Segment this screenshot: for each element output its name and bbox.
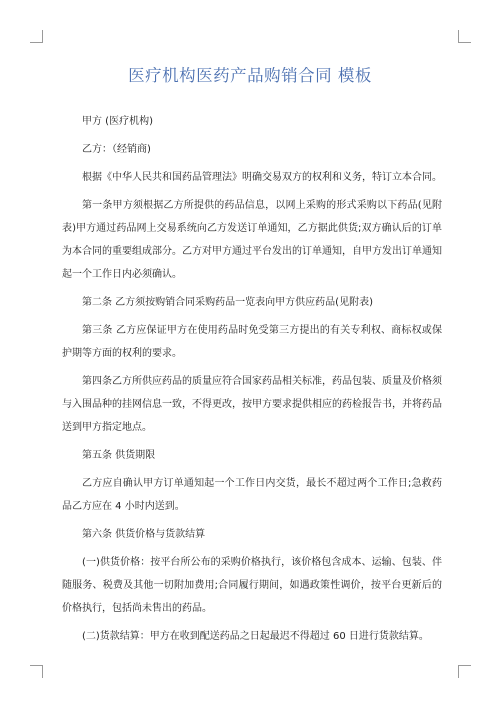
article-5-paragraph: 乙方应自确认甲方订单通知起一个工作日内交货，最长不超过两个工作日;急救药品乙方应在 4 小时内送到。 <box>62 478 442 512</box>
crop-mark-bottom-left <box>30 665 43 678</box>
article-6-item-2: (二)货款结算：甲方在收到配送药品之日起最迟不得超过 60 日进行货款结算。 <box>82 631 429 642</box>
article-6-item-1: (一)供货价格：按平台所公布的采购价格执行，该价格包含成本、运输、包装、伴随服务、税费及其他一切附加费用;合同履行期间，如遇政策性调价，按平台更新后的价格执行，包括尚未售出的药品。 <box>62 557 442 614</box>
party-a-line: 甲方 (医疗机构) <box>82 116 153 127</box>
article-4-paragraph: 第四条乙方所供应药品的质量应符合国家药品相关标准，药品包装、质量及价格须与入围品种的挂网信息一致，不得更改，按甲方要求提供相应的药检报告书，并将药品送到甲方指定地点。 <box>62 376 442 433</box>
party-b-line: 乙方：（经销商) <box>82 144 151 155</box>
preamble-paragraph: 根据《中华人民共和国药品管理法》明确交易双方的权利和义务，特订立本合同。 <box>82 172 442 183</box>
article-5-heading: 第五条 供货期限 <box>82 450 156 461</box>
crop-mark-top-left <box>30 30 43 43</box>
crop-mark-bottom-right <box>458 665 471 678</box>
article-2-paragraph: 第二条 乙方须按购销合同采购药品一览表向甲方供应药品(见附表) <box>82 297 373 308</box>
document-title: 医疗机构医药产品购销合同 模板 <box>128 66 372 85</box>
article-1-paragraph: 第一条甲方须根据乙方所提供的药品信息，以网上采购的形式采购以下药品(见附表)甲方通过药品网上交易系统向乙方发送订单通知，乙方据此供货;双方确认后的订单为本合同的重要组成部分。乙方对甲方通过平台发出的订单通知，自甲方发出订单通知起一个工作日内必须确认。 <box>62 200 442 280</box>
crop-mark-top-right <box>458 30 471 43</box>
article-6-heading: 第六条 供货价格与货款结算 <box>82 529 206 540</box>
document-body <box>62 110 442 653</box>
article-3-paragraph: 第三条 乙方应保证甲方在使用药品时免受第三方提出的有关专利权、商标权或保护期等方面的权利的要求。 <box>62 325 442 359</box>
